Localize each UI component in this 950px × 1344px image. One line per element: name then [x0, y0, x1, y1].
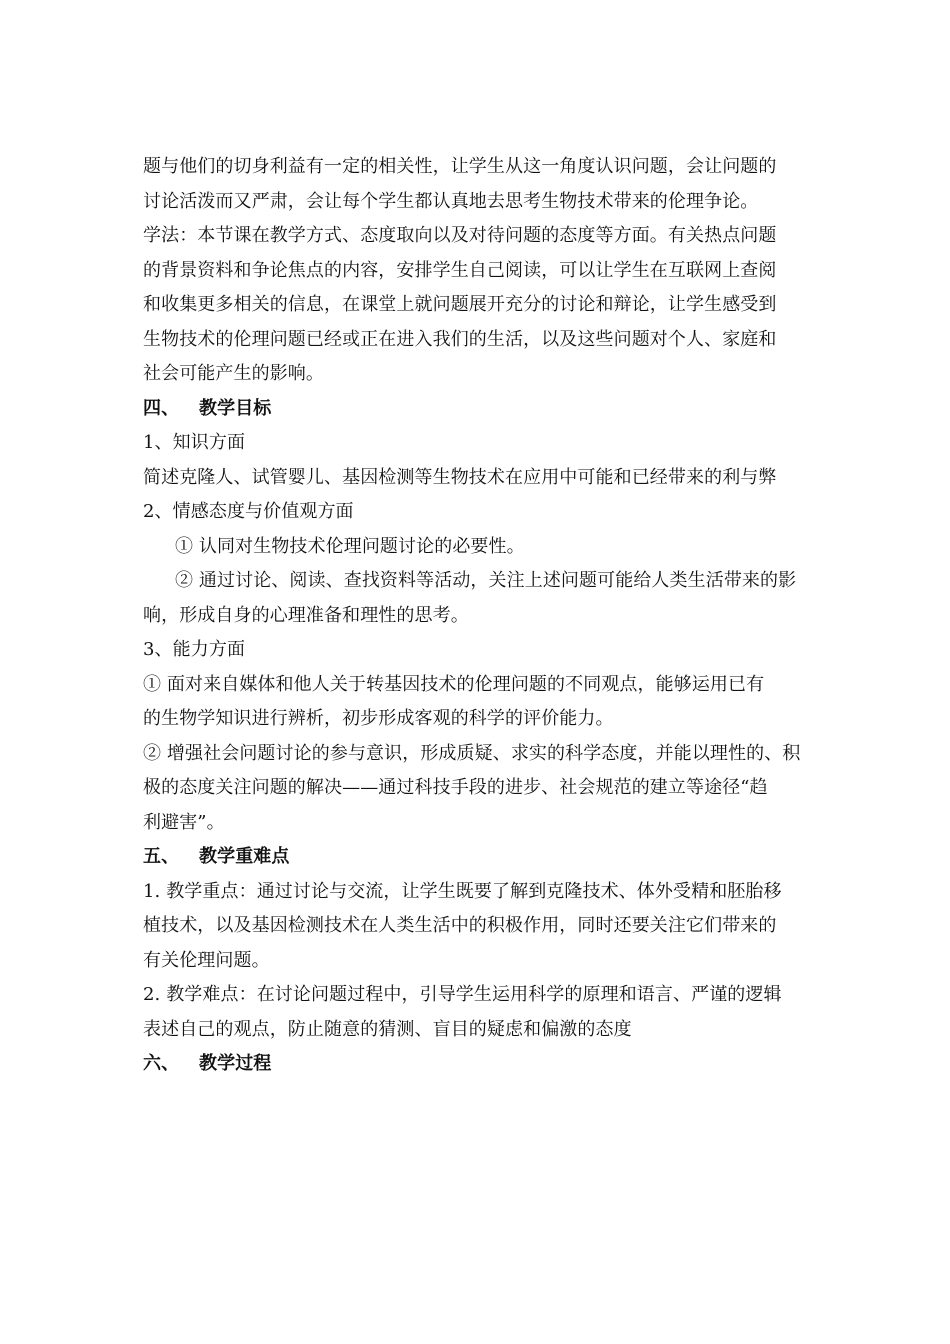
section-heading	[143, 840, 809, 875]
section-title: 教学过程	[199, 1053, 272, 1074]
section-title: 教学重难点	[199, 846, 290, 867]
section-heading	[143, 392, 809, 427]
text-line: 的生物学知识进行辨析，初步形成客观的科学的评价能力。	[143, 708, 614, 729]
text-line: ① 面对来自媒体和他人关于转基因技术的伦理问题的不同观点，能够运用已有	[143, 673, 765, 695]
text-line: 简述克隆人、试管婴儿、基因检测等生物技术在应用中可能和已经带来的利与弊	[143, 466, 777, 488]
text-line: ② 通过讨论、阅读、查找资料等活动，关注上述问题可能给人类生活带来的影	[175, 570, 797, 591]
text-line: 讨论活泼而又严肃，会让每个学生都认真地去思考生物技术带来的伦理争论。	[143, 190, 759, 212]
text-line: 和收集更多相关的信息，在课堂上就问题展开充分的讨论和辩论，让学生感受到	[143, 294, 777, 315]
text-line: 极的态度关注问题的解决——通过科技手段的进步、社会规范的建立等途径“趋	[143, 777, 768, 798]
text-line: 题与他们的切身利益有一定的相关性，让学生从这一角度认识问题，会让问题的	[143, 156, 777, 177]
section-title: 教学目标	[199, 397, 272, 419]
text-line: 有关伦理问题。	[143, 949, 270, 971]
text-line: ② 增强社会问题讨论的参与意识，形成质疑、求实的科学态度，并能以理性的、积	[143, 742, 801, 764]
text-line: 学法：本节课在教学方式、态度取向以及对待问题的态度等方面。有关热点问题	[143, 225, 777, 246]
text-line: 2、情感态度与价值观方面	[143, 501, 354, 522]
text-line: 1. 教学重点：通过讨论与交流，让学生既要了解到克隆技术、体外受精和胚胎移	[143, 880, 782, 902]
text-line: 社会可能产生的影响。	[143, 363, 324, 384]
text-line: 表述自己的观点，防止随意的猜测、盲目的疑虑和偏激的态度	[143, 1018, 632, 1040]
text-line: 植技术，以及基因检测技术在人类生活中的积极作用，同时还要关注它们带来的	[143, 915, 777, 936]
text-line: 响，形成自身的心理准备和理性的思考。	[143, 604, 469, 626]
text-line: 生物技术的伦理问题已经或正在进入我们的生活，以及这些问题对个人、家庭和	[143, 328, 777, 350]
document-body	[143, 150, 809, 1082]
text-line: 1、知识方面	[143, 432, 246, 453]
text-line: 2. 教学难点：在讨论问题过程中，引导学生运用科学的原理和语言、严谨的逻辑	[143, 984, 782, 1005]
section-number: 六、	[143, 1053, 180, 1074]
text-line: 的背景资料和争论焦点的内容，安排学生自己阅读，可以让学生在互联网上查阅	[143, 259, 777, 281]
text-line: 3、能力方面	[143, 639, 246, 660]
text-line: 利避害”。	[143, 811, 225, 833]
text-line: ① 认同对生物技术伦理问题讨论的必要性。	[175, 535, 525, 557]
section-number: 四、	[143, 397, 180, 419]
section-number: 五、	[143, 846, 180, 867]
section-heading	[143, 1047, 809, 1082]
